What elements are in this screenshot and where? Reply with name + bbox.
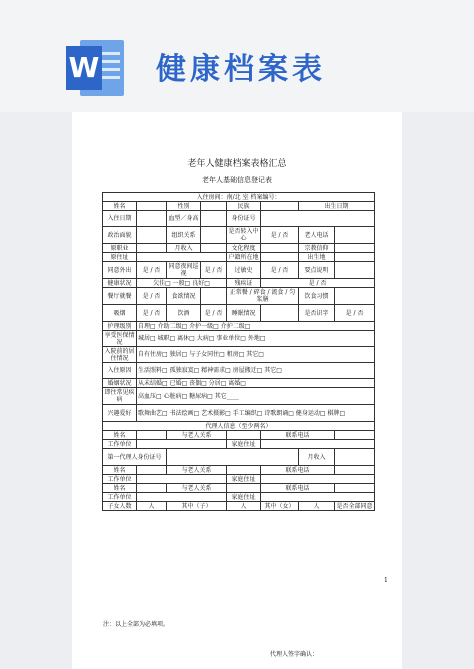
form-row bbox=[103, 211, 375, 227]
form-cell: 是 / 否 bbox=[261, 279, 375, 288]
form-blank-cell[interactable] bbox=[137, 211, 167, 227]
form-cell: 代理人信息（至少两名） bbox=[103, 422, 375, 431]
form-blank-cell[interactable] bbox=[261, 440, 375, 449]
form-cell: 月收入 bbox=[299, 449, 335, 466]
form-cell: 人 bbox=[299, 502, 335, 511]
form-blank-cell[interactable] bbox=[167, 449, 299, 466]
form-cell: 性别 bbox=[167, 202, 201, 211]
form-row bbox=[103, 388, 375, 405]
form-blank-cell[interactable] bbox=[201, 211, 227, 227]
form-cell: 吸烟 bbox=[103, 305, 137, 322]
form-row bbox=[103, 502, 375, 511]
form-cell: 城居□ 城职□ 离休□ 大病□ 事业单位□ 外地□ bbox=[137, 331, 375, 347]
form-cell: 与老人关系 bbox=[167, 431, 227, 440]
form-cell: 残疾证 bbox=[227, 279, 261, 288]
form-cell: 入住日期 bbox=[103, 211, 137, 227]
form-subtitle: 老年人基础信息登记表 bbox=[202, 176, 272, 184]
form-row bbox=[103, 363, 375, 379]
form-blank-cell[interactable] bbox=[261, 253, 299, 262]
form-blank-cell[interactable] bbox=[261, 244, 299, 253]
form-blank-cell[interactable] bbox=[137, 493, 227, 502]
form-blank-cell[interactable] bbox=[137, 253, 227, 262]
form-cell: 是 / 否 bbox=[201, 305, 227, 322]
form-cell: 宗教信仰 bbox=[299, 244, 335, 253]
form-blank-cell[interactable] bbox=[261, 305, 299, 322]
form-cell: 文化程度 bbox=[227, 244, 261, 253]
form-blank-cell[interactable] bbox=[335, 262, 375, 279]
form-cell: 饮酒 bbox=[167, 305, 201, 322]
form-cell: 过敏史 bbox=[227, 262, 261, 279]
form-row bbox=[103, 440, 375, 449]
form-blank-cell[interactable] bbox=[227, 484, 261, 493]
form-cell: 是否转入中心 bbox=[228, 228, 259, 242]
form-row bbox=[103, 484, 375, 493]
banner bbox=[0, 0, 474, 112]
form-row bbox=[103, 288, 375, 305]
form-blank-cell[interactable] bbox=[137, 244, 167, 253]
form-cell: 护理级别 bbox=[103, 322, 137, 331]
form-row bbox=[103, 202, 375, 211]
form-blank-cell[interactable] bbox=[335, 244, 375, 253]
form-cell: 是 / 否 bbox=[201, 262, 227, 279]
form-blank-cell[interactable] bbox=[335, 253, 375, 262]
signature-line: 代理人签字确认： bbox=[270, 651, 319, 658]
form-row bbox=[103, 405, 375, 422]
form-cell: 同意外出 bbox=[103, 262, 137, 279]
form-cell: 是否识字 bbox=[299, 305, 335, 322]
form-cell: 欠佳□ 一般□ 良好□ bbox=[137, 279, 227, 288]
form-cell: 工作单位 bbox=[103, 440, 137, 449]
form-cell: 是 / 否 bbox=[137, 305, 167, 322]
form-row bbox=[103, 449, 375, 466]
form-cell: 高血压□ 心脏病□ 糖尿病□ 其它____ bbox=[137, 388, 375, 405]
form-row bbox=[103, 305, 375, 322]
form-row bbox=[103, 379, 375, 388]
form-cell: 是 / 否 bbox=[261, 262, 299, 279]
form-row bbox=[103, 193, 375, 202]
form-cell: 联系电话 bbox=[261, 431, 335, 440]
form-cell: 民族 bbox=[227, 202, 261, 211]
form-cell: 姓名 bbox=[103, 202, 137, 211]
form-row bbox=[103, 422, 375, 431]
form-blank-cell[interactable] bbox=[335, 288, 375, 305]
registration-form-table bbox=[102, 192, 375, 511]
form-blank-cell[interactable] bbox=[137, 466, 167, 475]
form-blank-cell[interactable] bbox=[335, 449, 375, 466]
form-cell: 入住房间：南/北 室 档案编号： bbox=[103, 193, 375, 202]
form-blank-cell[interactable] bbox=[261, 202, 299, 211]
form-cell: 健康状况 bbox=[103, 279, 137, 288]
form-row bbox=[103, 227, 375, 244]
form-cell: 联系电话 bbox=[261, 466, 335, 475]
form-cell: 月收入 bbox=[167, 244, 201, 253]
form-row bbox=[103, 253, 375, 262]
form-cell: 是 / 否 bbox=[335, 305, 375, 322]
word-letter: W bbox=[66, 46, 102, 90]
form-cell: 享受医保情况 bbox=[104, 331, 135, 346]
form-cell: 正常餐 / 碎食 / 流食 / 匀浆膳 bbox=[227, 288, 299, 305]
form-blank-cell[interactable] bbox=[261, 475, 375, 484]
form-row bbox=[103, 262, 375, 279]
form-blank-cell[interactable] bbox=[201, 244, 227, 253]
form-cell: 家庭住址 bbox=[227, 440, 261, 449]
form-blank-cell[interactable] bbox=[201, 202, 227, 211]
form-cell: 自有住房□ 独居□ 与子女同住□ 租房□ 其它□ bbox=[137, 347, 375, 363]
form-cell: 是 / 否 bbox=[137, 288, 167, 305]
form-cell: 家庭住址 bbox=[227, 493, 261, 502]
form-cell: 其中（子） bbox=[167, 502, 227, 511]
form-row bbox=[103, 347, 375, 363]
form-blank-cell[interactable] bbox=[137, 227, 167, 244]
form-cell: 入院前的居住情况 bbox=[104, 347, 135, 362]
form-blank-cell[interactable] bbox=[137, 202, 167, 211]
form-cell: 老人电话 bbox=[299, 227, 335, 244]
form-cell: 家庭住址 bbox=[227, 475, 261, 484]
form-cell: 同意夜间巡视 bbox=[168, 263, 199, 277]
form-cell: 要点说明 bbox=[299, 262, 335, 279]
form-cell: 入住原因 bbox=[103, 363, 137, 379]
form-blank-cell[interactable] bbox=[201, 288, 227, 305]
form-blank-cell[interactable] bbox=[137, 475, 227, 484]
form-cell: 出生地 bbox=[299, 253, 335, 262]
form-cell: 即往常见疾病 bbox=[104, 389, 135, 403]
form-blank-cell[interactable] bbox=[137, 431, 167, 440]
form-cell: 户籍所在地 bbox=[228, 253, 259, 261]
form-cell: 人 bbox=[137, 502, 167, 511]
document-page bbox=[72, 112, 402, 669]
form-blank-cell[interactable] bbox=[335, 227, 375, 244]
form-blank-cell[interactable] bbox=[227, 466, 261, 475]
form-blank-cell[interactable] bbox=[335, 431, 375, 440]
form-cell: 兴趣爱好 bbox=[103, 405, 137, 422]
form-cell: 血型／身高 bbox=[167, 211, 201, 227]
form-blank-cell[interactable] bbox=[335, 466, 375, 475]
form-cell: 饮食习惯 bbox=[299, 288, 335, 305]
form-cell: 人 bbox=[227, 502, 261, 511]
form-blank-cell[interactable] bbox=[261, 493, 375, 502]
page-number: 1 bbox=[384, 577, 388, 584]
form-cell: 子女人数 bbox=[103, 502, 137, 511]
form-cell: 是 / 否 bbox=[261, 227, 299, 244]
form-cell: 是 / 否 bbox=[137, 262, 167, 279]
form-cell: 自理□ 介助二级□ 介护一级□ 介护二级□ bbox=[137, 322, 375, 331]
form-row bbox=[103, 466, 375, 475]
form-row bbox=[103, 493, 375, 502]
form-cell: 姓名 bbox=[103, 431, 137, 440]
form-row bbox=[103, 475, 375, 484]
form-cell: 从未结婚□ 已婚□ 丧偶□ 分居□ 离婚□ bbox=[137, 379, 375, 388]
form-cell: 生活照料□ 孤独寂寞□ 精神需求□ 房屋搬迁□ 其它□ bbox=[137, 363, 375, 379]
document-title: 老年人健康档案表格汇总 bbox=[187, 159, 287, 169]
word-document-icon bbox=[66, 40, 124, 96]
form-row bbox=[103, 279, 375, 288]
form-row bbox=[103, 244, 375, 253]
form-row bbox=[103, 331, 375, 347]
form-blank-cell[interactable] bbox=[227, 431, 261, 440]
form-blank-cell[interactable] bbox=[137, 484, 167, 493]
form-cell: 组织关系 bbox=[167, 227, 201, 244]
form-blank-cell[interactable] bbox=[261, 211, 375, 227]
form-cell: 餐厅就餐 bbox=[103, 288, 137, 305]
form-cell: 工作单位 bbox=[103, 475, 137, 484]
form-blank-cell[interactable] bbox=[137, 440, 227, 449]
form-cell: 姓名 bbox=[103, 484, 137, 493]
form-cell: 原职业 bbox=[103, 244, 137, 253]
form-cell: 食欲情况 bbox=[167, 288, 201, 305]
form-cell: 第一代理人身份证号 bbox=[103, 449, 167, 466]
form-cell: 与老人关系 bbox=[167, 484, 227, 493]
form-blank-cell[interactable] bbox=[335, 484, 375, 493]
form-cell: 原住址 bbox=[103, 253, 137, 262]
form-row bbox=[103, 322, 375, 331]
form-cell: 工作单位 bbox=[103, 493, 137, 502]
form-blank-cell[interactable] bbox=[201, 227, 227, 244]
form-row bbox=[103, 431, 375, 440]
form-cell: 其中（女） bbox=[261, 502, 299, 511]
footer-note: 注：以上全部为必填项。 bbox=[103, 621, 170, 628]
form-cell: 是否全部同意 bbox=[335, 502, 375, 511]
form-cell: 出生日期 bbox=[299, 202, 375, 211]
form-cell: 姓名 bbox=[103, 466, 137, 475]
form-cell: 与老人关系 bbox=[167, 466, 227, 475]
form-cell: 身份证号 bbox=[227, 211, 261, 227]
form-cell: 睡眠情况 bbox=[227, 305, 261, 322]
banner-title: 健康档案表 bbox=[156, 52, 326, 87]
form-cell: 歌舞曲艺□ 书法绘画□ 艺术摄影□ 手工编织□ 诗歌朗诵□ 健身运动□ 棋牌□ bbox=[137, 405, 375, 422]
form-cell: 婚姻状况 bbox=[103, 379, 137, 388]
form-cell: 政治面貌 bbox=[103, 227, 137, 244]
form-cell: 联系电话 bbox=[261, 484, 335, 493]
